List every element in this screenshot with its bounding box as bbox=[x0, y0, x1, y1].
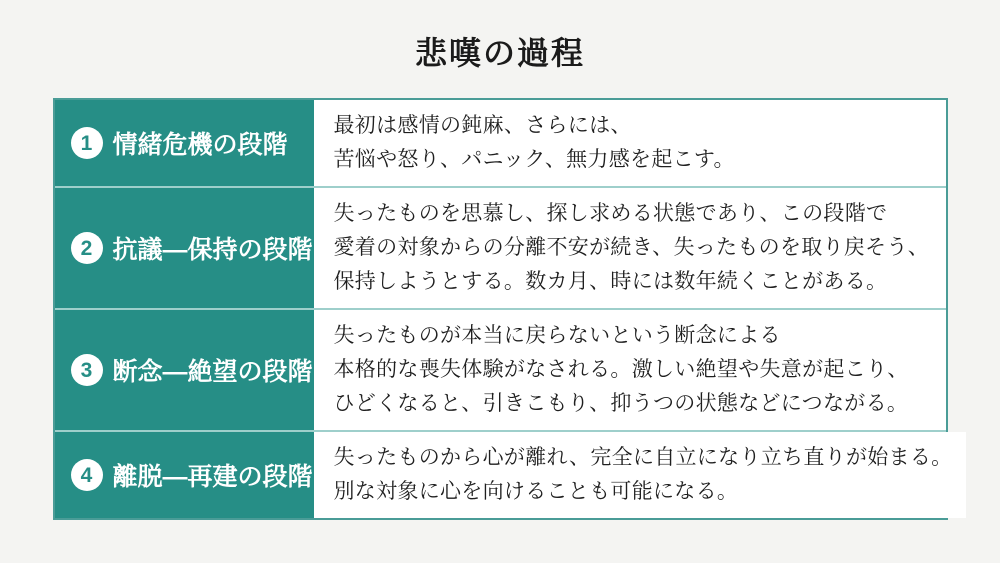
description-line: 失ったものから心が離れ、完全に自立になり立ち直りが始まる。 bbox=[333, 446, 953, 469]
stage-cell-3 bbox=[55, 310, 319, 430]
stage-number-badge: 1 bbox=[71, 127, 103, 159]
table-row-stage-4 bbox=[55, 430, 953, 518]
table-row-stage-1 bbox=[55, 100, 946, 186]
grief-stages-table bbox=[53, 98, 953, 520]
description-line: 失ったものを思慕し、探し求める状態であり、この段階で bbox=[333, 202, 888, 225]
description-line: 愛着の対象からの分離不安が続き、失ったものを取り戻そう、 bbox=[333, 236, 930, 259]
description-line: 本格的な喪失体験がなされる。激しい絶望や失意が起こり、 bbox=[333, 358, 909, 381]
description-line: 別な対象に心を向けることも可能になる。 bbox=[333, 480, 739, 503]
stage-number-badge: 2 bbox=[71, 232, 103, 264]
description-cell-3 bbox=[319, 310, 946, 430]
stage-label: 離脱―再建の段階 bbox=[112, 463, 313, 491]
table-row-stage-2 bbox=[55, 186, 946, 308]
description-line: ひどくなると、引きこもり、抑うつの状態などにつながる。 bbox=[333, 392, 909, 415]
stage-label: 断念―絶望の段階 bbox=[112, 358, 313, 386]
stage-number-badge: 4 bbox=[71, 459, 103, 491]
description-line: 失ったものが本当に戻らないという断念による bbox=[333, 324, 781, 347]
stage-label: 抗議―保持の段階 bbox=[112, 236, 313, 264]
description-cell-1 bbox=[319, 100, 946, 186]
stage-cell-2 bbox=[55, 188, 319, 308]
stage-cell-1 bbox=[55, 100, 319, 186]
table-row-stage-3 bbox=[55, 308, 946, 430]
description-line: 最初は感情の鈍麻、さらには、 bbox=[333, 114, 632, 137]
stage-cell-4 bbox=[55, 432, 319, 518]
description-cell-4 bbox=[319, 432, 967, 518]
stage-label: 情緒危機の段階 bbox=[112, 131, 288, 159]
stage-number-badge: 3 bbox=[71, 354, 103, 386]
description-line: 苦悩や怒り、パニック、無力感を起こす。 bbox=[333, 148, 735, 171]
description-line: 保持しようとする。数カ月、時には数年続くことがある。 bbox=[333, 270, 888, 293]
description-cell-2 bbox=[319, 188, 946, 308]
page-title: 悲嘆の過程 bbox=[414, 35, 585, 71]
